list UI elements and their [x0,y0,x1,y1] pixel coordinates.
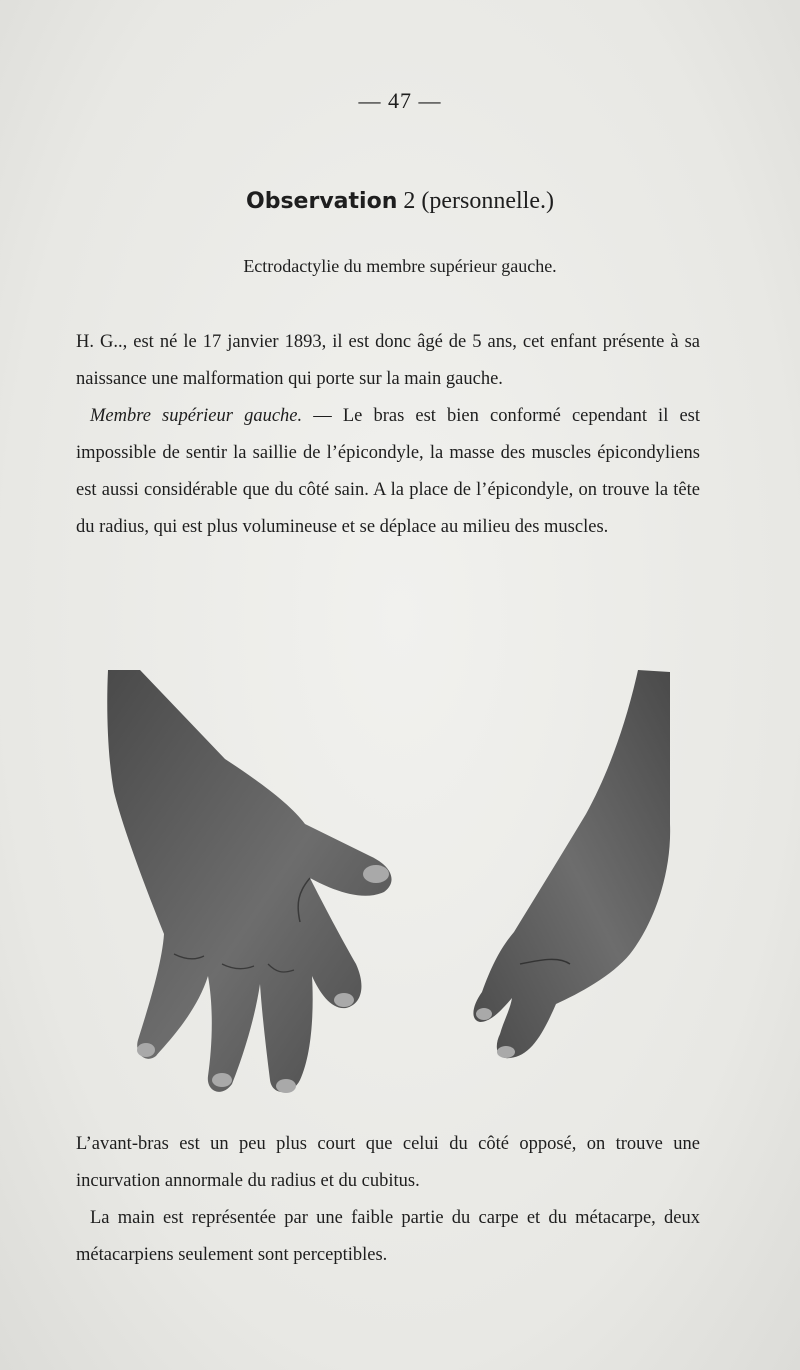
heading-rest: 2 (personnelle.) [397,188,554,214]
paragraph-2-text: — Le bras est bien conformé cependant il est impossible de sentir la saillie de l’épicondyle, la masse des muscles épicondyliens est aussi considérable que du côté sain. A la place de l’épicondyle, on trouve la tête du radius, qui est plus volumineuse et se déplace au milieu des muscles. [76,406,700,537]
text-block-top [76,324,700,546]
digit-nail-1 [476,1008,492,1020]
middle-nail [276,1079,296,1093]
hand-silhouette [107,670,391,1092]
digit-nail-2 [497,1046,515,1058]
paragraph-4: La main est représentée par une faible partie du carpe et du métacarpe, deux métacarpiens seulement sont perceptibles. [76,1208,700,1265]
hands-photograph [100,664,680,1114]
normal-hand [107,670,391,1093]
text-block-bottom [76,1126,700,1274]
index-nail [334,993,354,1007]
malformed-hand [473,670,670,1058]
paragraph-2 [76,398,700,546]
page-number: — 47 — [358,88,442,113]
little-nail [137,1043,155,1057]
thumb-nail [363,865,389,883]
subtitle: Ectrodactylie du membre supérieur gauche. [243,256,557,276]
paragraph-3: L’avant-bras est un peu plus court que celui du côté opposé, on trouve une incurvation annormale du radius et du cubitus. [76,1134,700,1191]
paragraph-2-lead: Membre supérieur gauche. [90,406,303,426]
hand-silhouette-right [473,670,670,1058]
observation-heading [0,188,800,215]
ring-nail [212,1073,232,1087]
heading-strong: Observation [246,189,398,214]
paragraph-1: H. G.., est né le 17 janvier 1893, il est donc âgé de 5 ans, cet enfant présente à sa naissance une malformation qui porte sur la main gauche. [76,332,700,389]
